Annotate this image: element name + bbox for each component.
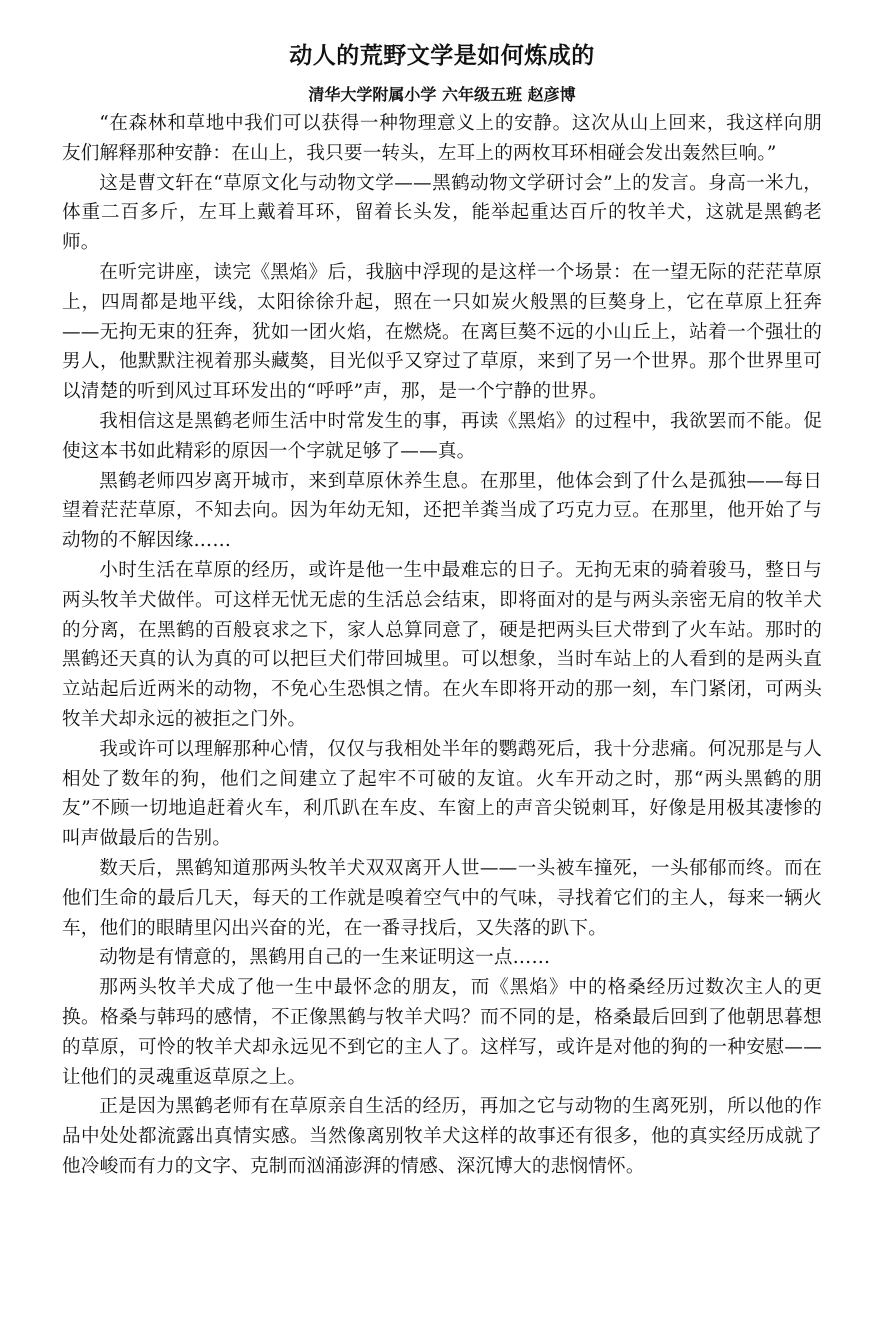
author-line: 清华大学附属小学 六年级五班 赵彦博: [308, 85, 576, 104]
paragraph-3: 在听完讲座，读完《黑焰》后，我脑中浮现的是这样一个场景：在一望无际的茫茫草原上，四周都是地平线，太阳徐徐升起，照在一只如炭火般黑的巨獒身上，它在草原上狂奔——无拘无束的狂奔，犹如一团火焰，在燃烧。在离巨獒不远的小山丘上，站着一个强壮的男人，他默默注视着那头藏獒，目光似乎又穿过了草原，来到了另一个世界。那个世界里可以清楚的听到风过耳环发出的“呼呼”声，那，是一个宁静的世界。: [62, 261, 822, 403]
paragraph-10: 那两头牧羊犬成了他一生中最怀念的朋友，而《黑焰》中的格桑经历过数次主人的更换。格桑与韩玛的感情，不正像黑鹤与牧羊犬吗？而不同的是，格桑最后回到了他朝思暮想的草原，可怜的牧羊犬却永远见不到它的主人了。这样写，或许是对他的狗的一种安慰——让他们的灵魂重返草原之上。: [62, 977, 822, 1088]
paragraph-7: 我或许可以理解那种心情，仅仅与我相处半年的鹦鹉死后，我十分悲痛。何况那是与人相处了数年的狗，他们之间建立了起牢不可破的友谊。火车开动之时，那“两头黑鹤的朋友”不顾一切地追赶着火车，利爪趴在车皮、车窗上的声音尖锐刺耳，好像是用极其凄惨的叫声做最后的告别。: [62, 738, 822, 850]
paragraph-8: 数天后，黑鹤知道那两头牧羊犬双双离开人世——一头被车撞死，一头郁郁而终。而在他们生命的最后几天，每天的工作就是嗅着空气中的气味，寻找着它们的主人，每来一辆火车，他们的眼睛里闪出兴奋的光，在一番寻找后，又失落的趴下。: [62, 857, 822, 939]
paragraph-4: 我相信这是黑鹤老师生活中时常发生的事，再读《黑焰》的过程中，我欲罢而不能。促使这本书如此精彩的原因一个字就足够了——真。: [62, 410, 822, 462]
paragraph-2: 这是曹文轩在“草原文化与动物文学——黑鹤动物文学研讨会”上的发言。身高一米九，体重二百多斤，左耳上戴着耳环，留着长头发，能举起重达百斤的牧羊犬，这就是黑鹤老师。: [62, 172, 822, 254]
paragraph-9: 动物是有情意的，黑鹤用自己的一生来证明这一点……: [99, 947, 551, 969]
paragraph-6: 小时生活在草原的经历，或许是他一生中最难忘的日子。无拘无束的骑着骏马，整日与两头牧羊犬做伴。可这样无忧无虑的生活总会结束，即将面对的是与两头亲密无肩的牧羊犬的分离，在黑鹤的百般哀求之下，家人总算同意了，硬是把两头巨犬带到了火车站。那时的黑鹤还天真的认为真的可以把巨犬们带回城里。可以想象，当时车站上的人看到的是两头直立站起后近两米的动物，不免心生恐惧之情。在火车即将开动的那一刻，车门紧闭，可两头牧羊犬却永远的被拒之门外。: [62, 559, 822, 730]
essay-title: 动人的荒野文学是如何炼成的: [289, 43, 595, 69]
paragraph-1: “在森林和草地中我们可以获得一种物理意义上的安静。这次从山上回来，我这样向朋友们解释那种安静：在山上，我只要一转头，左耳上的两枚耳环相碰会发出轰然巨响。”: [62, 113, 822, 164]
essay-page: [62, 40, 822, 1182]
paragraph-5: 黑鹤老师四岁离开城市，来到草原休养生息。在那里，他体会到了什么是孤独——每日望着茫茫草原，不知去向。因为年幼无知，还把羊粪当成了巧克力豆。在那里，他开始了与动物的不解因缘……: [62, 470, 822, 552]
paragraph-11: 正是因为黑鹤老师有在草原亲自生活的经历，再加之它与动物的生离死别，所以他的作品中处处都流露出真情实感。当然像离别牧羊犬这样的故事还有很多，他的真实经历成就了他冷峻而有力的文字、克制而汹涌澎湃的情感、深沉博大的悲悯情怀。: [62, 1096, 822, 1177]
essay-body: [62, 109, 822, 1182]
